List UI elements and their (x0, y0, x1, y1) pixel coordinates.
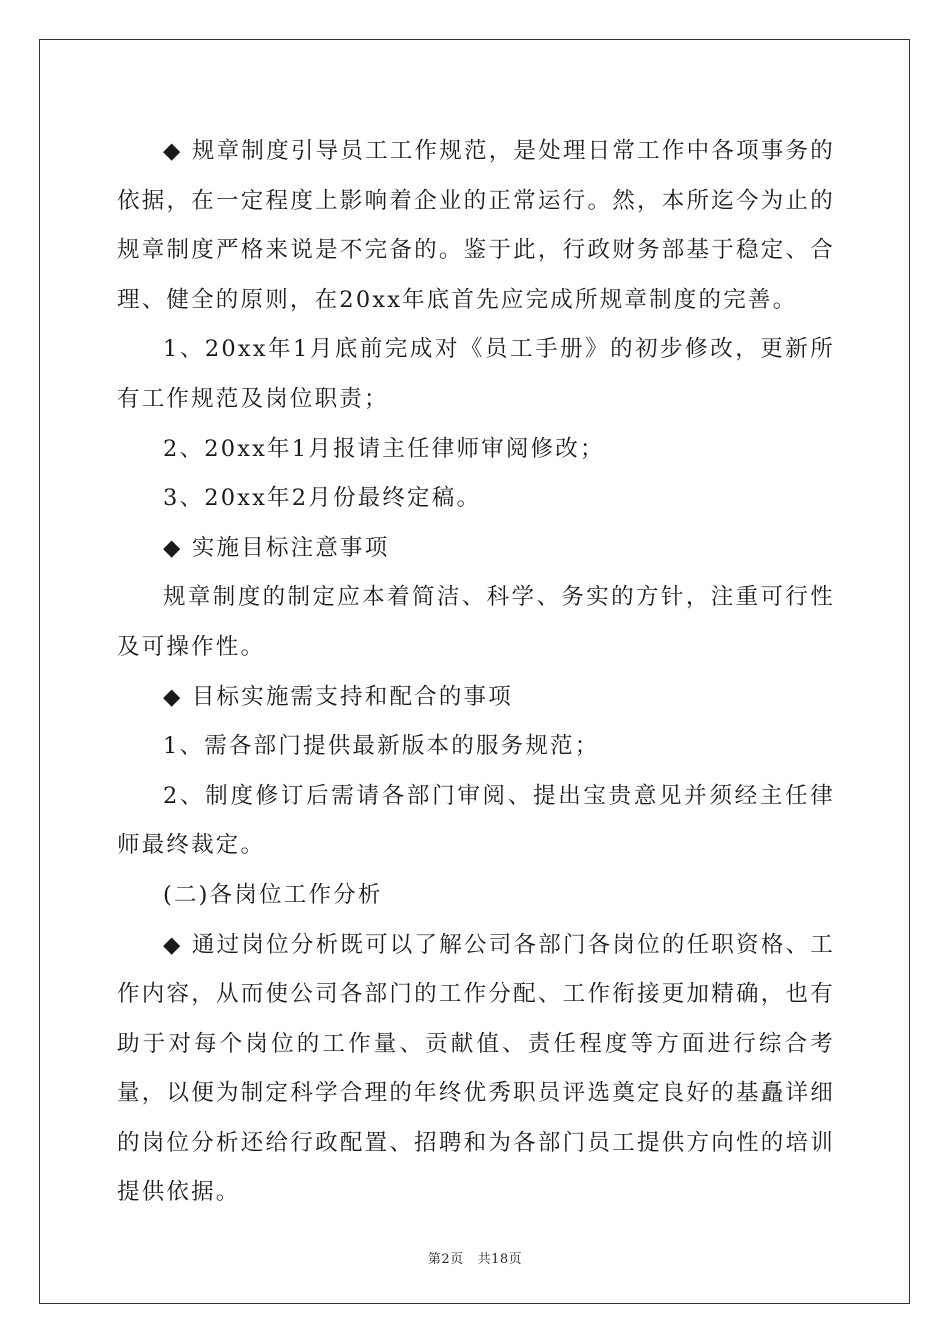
document-body (117, 127, 835, 1218)
section-heading-job-analysis: (二)各岗位工作分析 (163, 881, 383, 908)
paragraph-precautions: 规章制度的制定应本着简洁、科学、务实的方针，注重可行性及可操作性。 (117, 584, 835, 660)
section-heading-precautions: ◆ 实施目标注意事项 (163, 534, 390, 561)
paragraph-job-analysis: ◆ 通过岗位分析既可以了解公司各部门各岗位的任职资格、工作内容，从而使公司各部门的工作分配、工作衔接更加精确，也有助于对每个岗位的工作量、贡献值、责任程度等方面进行综合考量，以便为制定科学合理的年终优秀职员评选奠定良好的基矗详细的岗位分析还给行政配置、招聘和为各部门员工提供方向性的培训提供依据。 (117, 931, 835, 1206)
page-total: 共18页 (477, 1252, 523, 1267)
list-item-service-specs: 1、需各部门提供最新版本的服务规范； (163, 733, 600, 760)
list-item-department-review: 2、制度修订后需请各部门审阅、提出宝贵意见并须经主任律师最终裁定。 (117, 782, 835, 859)
list-item-finalize: 3、20xx年2月份最终定稿。 (163, 485, 482, 512)
section-heading-support: ◆ 目标实施需支持和配合的事项 (163, 683, 513, 710)
list-item-director-review: 2、20xx年1月报请主任律师审阅修改； (163, 435, 605, 462)
page-footer (0, 1248, 950, 1267)
list-item-handbook-revision: 1、20xx年1月底前完成对《员工手册》的初步修改，更新所有工作规范及岗位职责； (117, 336, 835, 412)
page-number: 第2页 (427, 1252, 464, 1267)
paragraph-rules-intro: ◆ 规章制度引导员工工作规范，是处理日常工作中各项事务的依据，在一定程度上影响着企业的正常运行。然，本所迄今为止的规章制度严格来说是不完备的。鉴于此，行政财务部基于稳定、合理、健全的原则，在20xx年底首先应完成所规章制度的完善。 (117, 138, 835, 313)
